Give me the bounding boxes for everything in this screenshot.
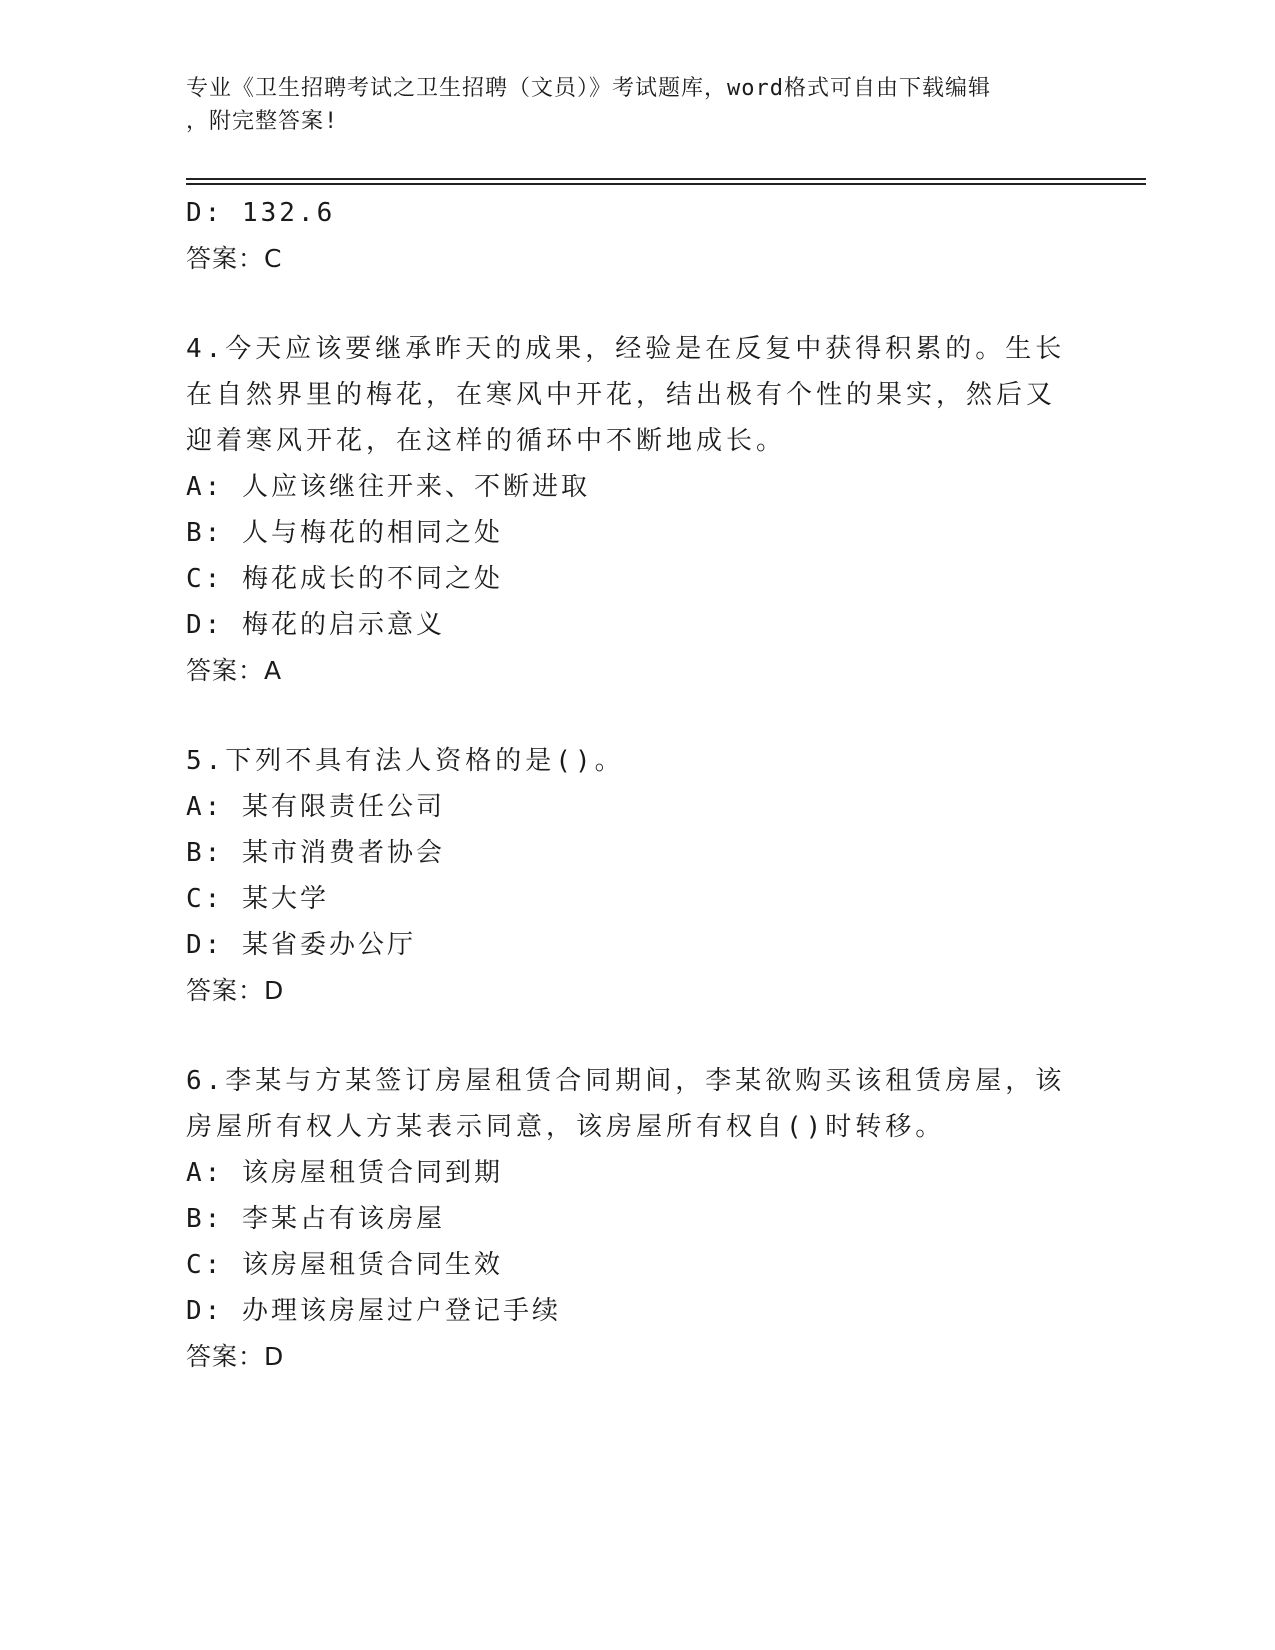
option-c: C: 某大学 <box>186 884 329 914</box>
option-d: D: 132.6 <box>186 198 336 228</box>
header-line-2: ，附完整答案! <box>186 109 339 134</box>
spacer <box>186 282 1066 326</box>
option-d: D: 某省委办公厅 <box>186 930 416 960</box>
question-5 <box>186 738 1066 1014</box>
question-4 <box>186 326 1066 694</box>
answer: 答案：D <box>186 976 285 1005</box>
document-header <box>186 72 1066 138</box>
option-d: D: 梅花的启示意义 <box>186 610 445 640</box>
spacer <box>186 1014 1066 1058</box>
header-line-1: 专业《卫生招聘考试之卫生招聘（文员）》考试题库，word格式可自由下载编辑 <box>186 76 991 101</box>
spacer <box>186 694 1066 738</box>
answer: 答案：D <box>186 1342 285 1371</box>
option-b: B: 某市消费者协会 <box>186 838 445 868</box>
answer: 答案：A <box>186 656 283 685</box>
question-3 <box>186 190 1066 282</box>
question-stem: 6.李某与方某签订房屋租赁合同期间，李某欲购买该租赁房屋，该房屋所有权人方某表示同意，该房屋所有权自()时转移。 <box>186 1066 1066 1142</box>
option-a: A: 某有限责任公司 <box>186 792 445 822</box>
question-6 <box>186 1058 1066 1380</box>
answer: 答案：C <box>186 244 283 273</box>
header-rule-bottom <box>186 183 1146 185</box>
option-a: A: 人应该继往开来、不断进取 <box>186 472 590 502</box>
option-c: C: 该房屋租赁合同生效 <box>186 1250 503 1280</box>
option-b: B: 李某占有该房屋 <box>186 1204 445 1234</box>
option-c: C: 梅花成长的不同之处 <box>186 564 503 594</box>
question-stem: 5.下列不具有法人资格的是()。 <box>186 746 625 776</box>
option-b: B: 人与梅花的相同之处 <box>186 518 503 548</box>
option-d: D: 办理该房屋过户登记手续 <box>186 1296 561 1326</box>
option-a: A: 该房屋租赁合同到期 <box>186 1158 503 1188</box>
header-rule-top <box>186 178 1146 180</box>
question-stem: 4.今天应该要继承昨天的成果，经验是在反复中获得积累的。生长在自然界里的梅花，在寒风中开花，结出极有个性的果实，然后又迎着寒风开花，在这样的循环中不断地成长。 <box>186 334 1066 456</box>
question-list <box>186 190 1066 1380</box>
